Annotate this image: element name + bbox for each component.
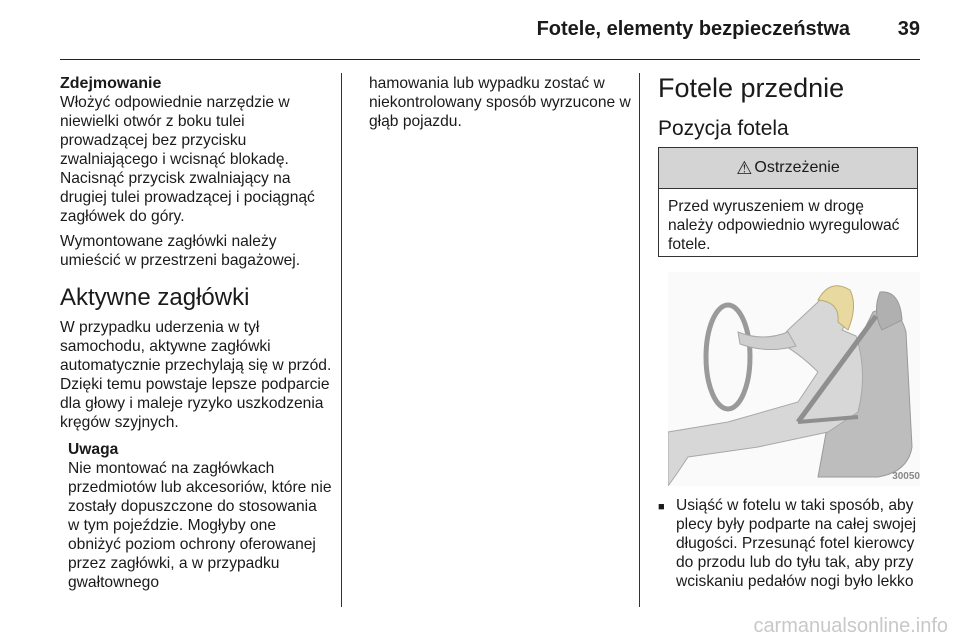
watermark: carmanualsonline.info	[753, 615, 948, 637]
note-title: Uwaga	[68, 441, 119, 458]
left-column	[60, 74, 332, 592]
middle-column	[369, 74, 631, 131]
column-divider	[639, 73, 640, 607]
note-box	[60, 440, 332, 592]
bullet-text: Usiąść w fotelu w taki sposób, aby plecy były podparte na całej swojej długości. Przesunąć fotel kierowcy do przodu lub do tyłu tak, aby przy wciskaniu pedałów nogi było lekko	[676, 497, 917, 590]
paragraph: Wymontowane zagłówki należy umieścić w przestrzeni bagażowej.	[60, 233, 301, 269]
paragraph: Włożyć odpowiednie narzędzie w niewielki otwór z boku tulei prowadzącej bez przycisku zwalniającego i wcisnąć blokadę. Nacisnąć przycisk zwalniający na drugiej tulei prowadzącej i pociągnąć zagłówek do góry.	[60, 94, 315, 225]
section-title-aktywne-zaglowki: Aktywne zagłówki	[60, 284, 250, 311]
header-rule	[60, 59, 920, 60]
section-title-zdejmowanie: Zdejmowanie	[60, 75, 162, 92]
seat-figure-icon	[668, 272, 920, 486]
seat-position-illustration	[668, 272, 920, 486]
header-title: Fotele, elementy bezpieczeństwa	[536, 18, 850, 40]
chapter-title: Fotele przednie	[658, 73, 845, 103]
warning-text: Przed wyruszeniem w drogę należy odpowiednio wyregulować fotele.	[668, 198, 900, 253]
bullet-square-icon: ■	[658, 501, 665, 513]
figure-code: 30050	[892, 471, 920, 482]
warning-triangle-icon: ⚠	[736, 157, 753, 178]
warning-box	[658, 147, 918, 257]
warning-header	[659, 148, 917, 189]
list-item	[658, 496, 922, 591]
right-column-heading	[658, 72, 922, 142]
note-text: Nie montować na zagłówkach przedmiotów lub akcesoriów, które nie zostały dopuszczone do stosowania w tym pojeździe. Mogłyby one obniżyć poziom ochrony oferowanej przez zagłówki, a w przypadku gwałtownego	[68, 460, 332, 591]
paragraph: hamowania lub wypadku zostać w niekontrolowany sposób wyrzucone w głąb pojazdu.	[369, 75, 631, 130]
section-title: Pozycja fotela	[658, 117, 789, 140]
page-number: 39	[897, 18, 920, 40]
warning-label: Ostrzeżenie	[754, 159, 840, 176]
paragraph: W przypadku uderzenia w tył samochodu, aktywne zagłówki automatycznie przechylają się w przód. Dzięki temu powstaje lepsze podparcie dla głowy i maleje ryzyko uszkodzenia kręgów szyjnych.	[60, 319, 332, 431]
column-divider	[341, 73, 342, 607]
page-header	[60, 14, 920, 48]
